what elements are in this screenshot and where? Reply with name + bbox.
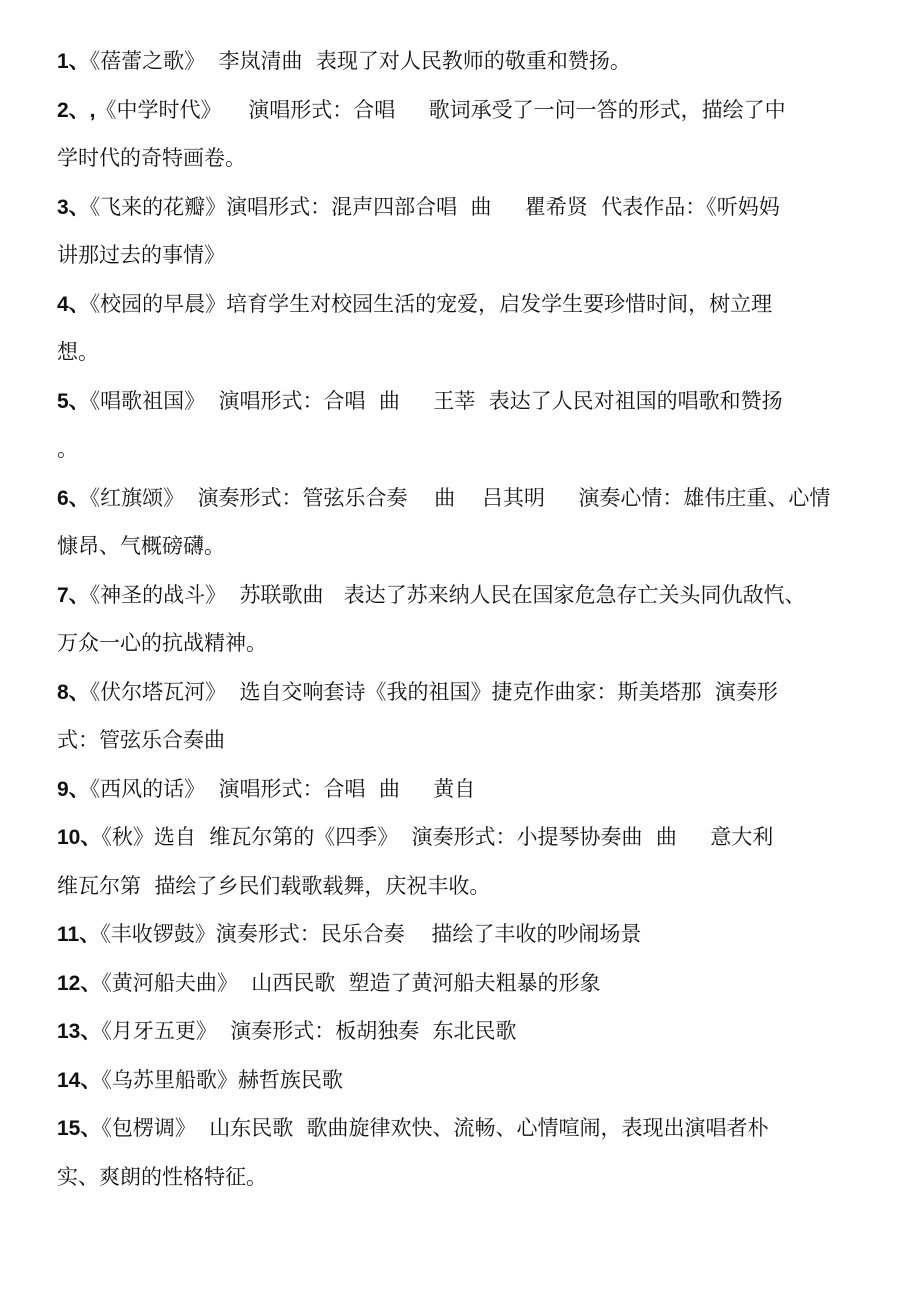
list-item-1 bbox=[57, 37, 865, 86]
list-item-12 bbox=[57, 959, 865, 1008]
list-item-line bbox=[57, 280, 865, 329]
item-number: 8、 bbox=[57, 680, 90, 704]
item-text: 《中学时代》 演唱形式：合唱 歌词承受了一问一答的形式，描绘了中 bbox=[95, 97, 786, 122]
list-item-line bbox=[57, 668, 865, 717]
list-item-13 bbox=[57, 1007, 865, 1056]
item-number: 11、 bbox=[57, 923, 101, 946]
list-item-line bbox=[57, 377, 865, 426]
document-page bbox=[57, 37, 865, 1201]
item-number: 7、 bbox=[57, 583, 90, 607]
item-number: 14、 bbox=[57, 1068, 102, 1092]
item-text: 《丰收锣鼓》演奏形式：民乐合奏 描绘了丰收的吵闹场景 bbox=[100, 922, 642, 946]
list-item-14 bbox=[57, 1056, 865, 1105]
item-text: 《蓓蕾之歌》 李岚清曲 表现了对人民教师的敬重和赞扬。 bbox=[89, 49, 631, 73]
item-number: 4、 bbox=[57, 292, 90, 316]
list-item-line bbox=[57, 183, 865, 232]
list-item-line bbox=[57, 1007, 865, 1056]
list-item-line-continued: 想。 bbox=[57, 340, 99, 364]
list-item-line bbox=[57, 813, 865, 862]
list-item-line-continued: 。 bbox=[57, 437, 78, 461]
list-item-line bbox=[57, 474, 865, 523]
item-text: 《乌苏里船歌》赫哲族民歌 bbox=[101, 1067, 343, 1092]
item-text: 《神圣的战斗》 苏联歌曲 表达了苏来纳人民在国家危急存亡关头同仇敌忾、 bbox=[89, 582, 806, 607]
item-text: 《唱歌祖国》 演唱形式：合唱 曲 王莘 表达了人民对祖国的唱歌和赞扬 bbox=[89, 388, 783, 413]
item-number: 12、 bbox=[57, 971, 102, 995]
item-number: 1、 bbox=[57, 50, 90, 73]
item-number: 13、 bbox=[57, 1020, 102, 1043]
list-item-line bbox=[57, 910, 865, 959]
list-item-line bbox=[57, 37, 865, 86]
list-item-line-continued: 万众一心的抗战精神。 bbox=[57, 631, 267, 655]
list-item-line bbox=[57, 959, 865, 1008]
item-text: 《伏尔塔瓦河》 选自交响套诗《我的祖国》捷克作曲家：斯美塔那 演奏形 bbox=[89, 679, 778, 704]
list-item-11 bbox=[57, 910, 865, 959]
item-number: 3、 bbox=[57, 195, 90, 219]
list-item-15 bbox=[57, 1104, 865, 1201]
item-text: 《飞来的花瓣》演唱形式：混声四部合唱 曲 瞿希贤 代表作品：《听妈妈 bbox=[89, 194, 780, 219]
item-text: 《校园的早晨》培育学生对校园生活的宠爱，启发学生要珍惜时间，树立理 bbox=[89, 291, 773, 316]
item-number: 9、 bbox=[57, 777, 90, 801]
item-number: 10、 bbox=[57, 826, 102, 849]
item-number: 2、, bbox=[57, 98, 96, 122]
item-text: 《秋》选自 维瓦尔第的《四季》 演奏形式：小提琴协奏曲 曲 意大利 bbox=[101, 825, 774, 849]
item-text: 《西风的话》 演唱形式：合唱 曲 黄自 bbox=[89, 776, 476, 801]
list-item-line bbox=[57, 1056, 865, 1105]
item-text: 《黄河船夫曲》 山西民歌 塑造了黄河船夫粗暴的形象 bbox=[101, 970, 601, 995]
list-item-line-continued: 实、爽朗的性格特征。 bbox=[57, 1164, 267, 1189]
list-item-line-continued: 学时代的奇特画卷。 bbox=[57, 146, 246, 170]
list-item-line bbox=[57, 1104, 865, 1153]
list-item-3 bbox=[57, 183, 865, 280]
item-text: 《包楞调》 山东民歌 歌曲旋律欢快、流畅、心情喧闹，表现出演唱者朴 bbox=[101, 1116, 769, 1140]
list-item-8 bbox=[57, 668, 865, 765]
item-text: 《红旗颂》 演奏形式：管弦乐合奏 曲 吕其明 演奏心情：雄伟庄重、心情 bbox=[89, 485, 831, 510]
item-number: 15、 bbox=[57, 1117, 102, 1140]
item-number: 6、 bbox=[57, 486, 90, 510]
list-item-5 bbox=[57, 377, 865, 474]
list-item-6 bbox=[57, 474, 865, 571]
list-item-10 bbox=[57, 813, 865, 910]
list-item-line-continued: 式：管弦乐合奏曲 bbox=[57, 728, 225, 752]
list-item-line bbox=[57, 571, 865, 620]
list-item-4 bbox=[57, 280, 865, 377]
list-item-line-continued: 慷昂、气概磅礴。 bbox=[57, 534, 225, 558]
list-item-line bbox=[57, 86, 865, 135]
list-item-7 bbox=[57, 571, 865, 668]
item-number: 5、 bbox=[57, 389, 90, 413]
list-item-line bbox=[57, 765, 865, 814]
list-item-9 bbox=[57, 765, 865, 814]
list-item-line-continued: 维瓦尔第 描绘了乡民们载歌载舞，庆祝丰收。 bbox=[57, 873, 491, 898]
item-text: 《月牙五更》 演奏形式：板胡独奏 东北民歌 bbox=[101, 1019, 517, 1043]
list-item-line-continued: 讲那过去的事情》 bbox=[57, 243, 225, 267]
list-item-2 bbox=[57, 86, 865, 183]
